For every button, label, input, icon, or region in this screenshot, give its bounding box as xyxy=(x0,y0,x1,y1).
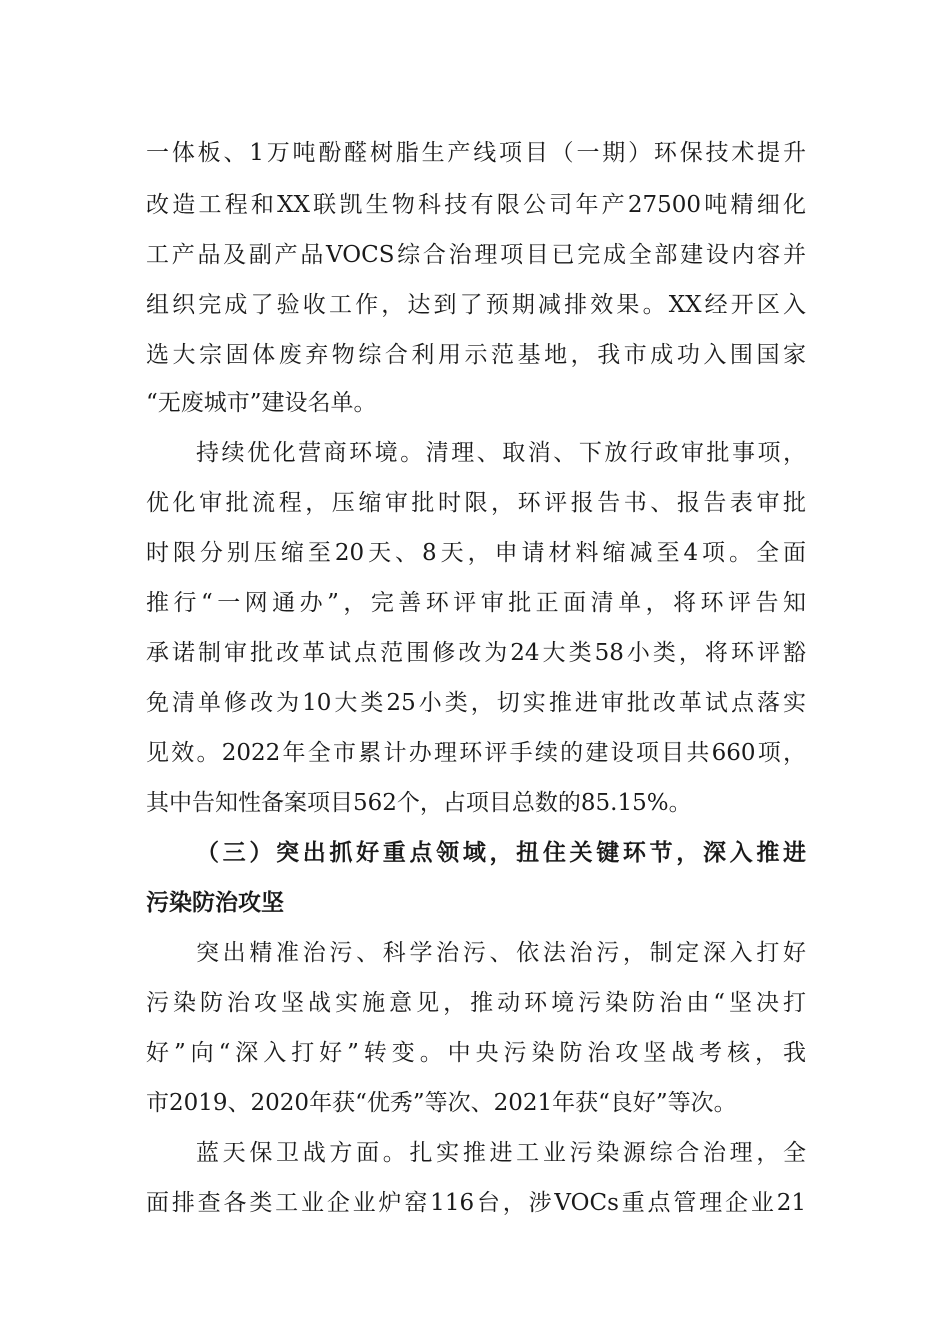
body-text-line: 承诺制审批改革试点范围修改为24大类58小类，将环评豁 xyxy=(146,640,806,666)
body-text-line: “无废城市”建设名单。 xyxy=(146,390,377,416)
body-text-line: 改造工程和XX联凯生物科技有限公司年产27500吨精细化 xyxy=(146,192,806,218)
section-heading: 污染防治攻坚 xyxy=(146,890,284,916)
body-text-line: 见效。2022年全市累计办理环评手续的建设项目共660项， xyxy=(146,740,806,766)
body-text-line: 面排查各类工业企业炉窑116台，涉VOCs重点管理企业21 xyxy=(146,1190,806,1216)
body-text-line: 时限分别压缩至20天、8天，申请材料缩减至4项。全面 xyxy=(146,540,806,566)
body-text-line: 一体板、1万吨酚醛树脂生产线项目（一期）环保技术提升 xyxy=(146,140,806,166)
body-text-line: 其中告知性备案项目562个，占项目总数的85.15%。 xyxy=(146,790,692,816)
body-text-line: 免清单修改为10大类25小类，切实推进审批改革试点落实 xyxy=(146,690,806,716)
body-text-line: 工产品及副产品VOCS综合治理项目已完成全部建设内容并 xyxy=(146,242,806,268)
section-heading: （三）突出抓好重点领域，扭住关键环节，深入推进 xyxy=(196,840,806,866)
body-text-line: 好”向“深入打好”转变。中央污染防治攻坚战考核，我 xyxy=(146,1040,806,1066)
paragraph-first-line: 蓝天保卫战方面。扎实推进工业污染源综合治理，全 xyxy=(196,1140,806,1166)
body-text-line: 市2019、2020年获“优秀”等次、2021年获“良好”等次。 xyxy=(146,1090,737,1116)
paragraph-first-line: 持续优化营商环境。清理、取消、下放行政审批事项， xyxy=(196,440,806,466)
body-text-line: 污染防治攻坚战实施意见，推动环境污染防治由“坚决打 xyxy=(146,990,806,1016)
body-text-line: 推行“一网通办”，完善环评审批正面清单，将环评告知 xyxy=(146,590,806,616)
body-text-line: 组织完成了验收工作，达到了预期减排效果。XX经开区入 xyxy=(146,292,806,318)
paragraph-first-line: 突出精准治污、科学治污、依法治污，制定深入打好 xyxy=(196,940,806,966)
body-text-line: 优化审批流程，压缩审批时限，环评报告书、报告表审批 xyxy=(146,490,806,516)
body-text-line: 选大宗固体废弃物综合利用示范基地，我市成功入围国家 xyxy=(146,342,806,368)
